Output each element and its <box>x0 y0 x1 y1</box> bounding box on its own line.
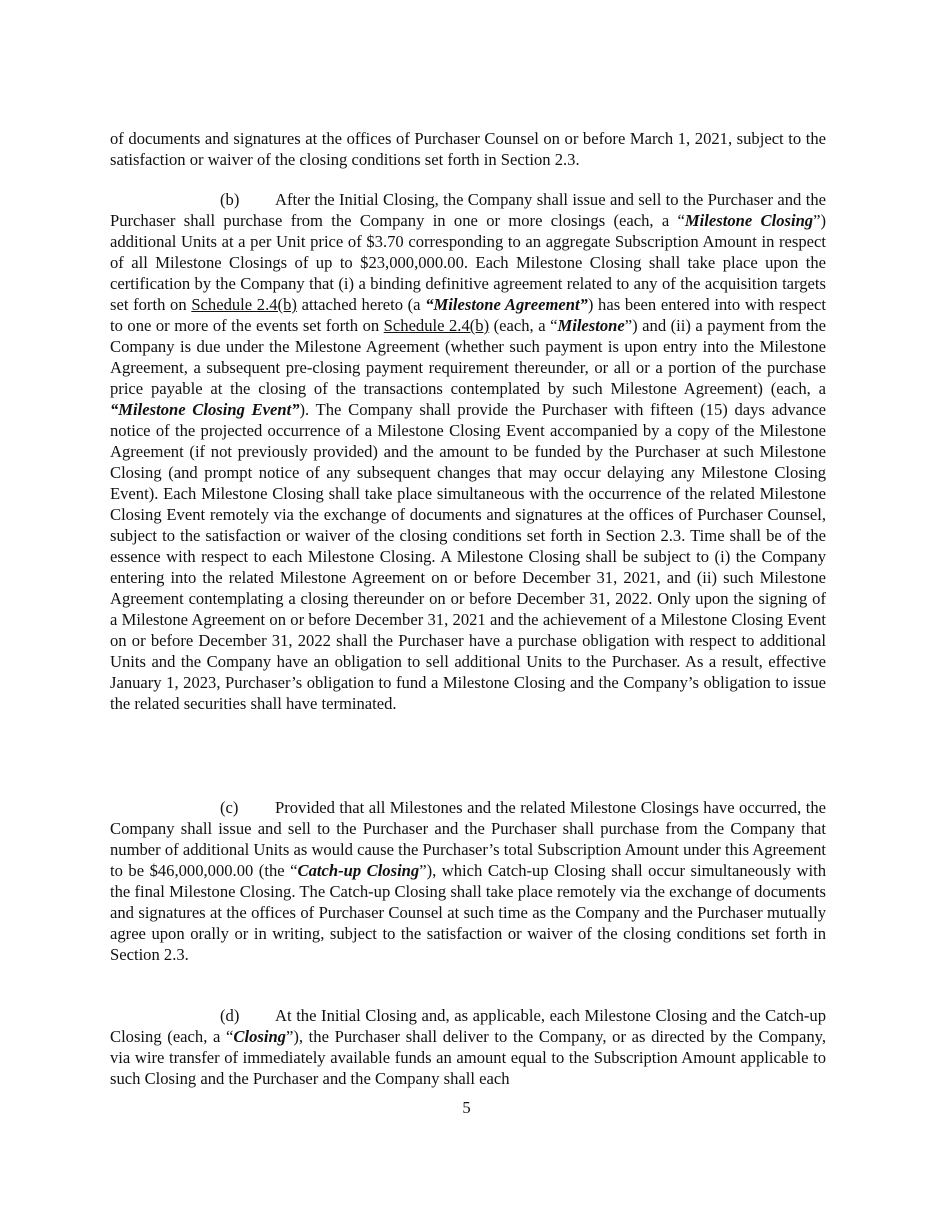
paragraph-b <box>110 189 826 714</box>
schedule-reference: Schedule 2.4(b) <box>383 316 490 335</box>
paragraph-text: attached hereto (a <box>296 295 426 314</box>
schedule-reference: Schedule 2.4(b) <box>191 295 297 314</box>
defined-term: “Milestone Agreement” <box>425 295 588 314</box>
paragraph-text: (each, a “ <box>489 316 558 335</box>
paragraph-text: ”), which Catch-up Closing shall occur simultaneously with the final Milestone Closing. The Catch-up Closing shall take place remotely via the exchange of documents and signatures at the offices of Purchaser Counsel at such time as the Company and the Purchaser mutually agree upon orally or in writing, subject to the satisfaction or waiver of the closing conditions set forth in Section 2.3. <box>110 861 826 964</box>
paragraph-text: At the Initial Closing and, as applicable, each Milestone Closing and the Catch-up Closing (each, a “ <box>110 1006 826 1046</box>
paragraph-continuation <box>110 128 826 170</box>
paragraph-d <box>110 1005 826 1089</box>
paragraph-text: After the Initial Closing, the Company shall issue and sell to the Purchaser and the Purchaser shall purchase from the Company in one or more closings (each, a “ <box>110 190 826 230</box>
paragraph-label: (d) <box>220 1006 240 1025</box>
paragraph-text: ”), the Purchaser shall deliver to the Company, or as directed by the Company, via wire transfer of immediately available funds an amount equal to the Subscription Amount applicable to such Closing and the Purchaser and the Company shall each <box>110 1027 826 1088</box>
paragraph-text: ”) additional Units at a per Unit price of $3.70 corresponding to an aggregate Subscription Amount in respect of all Milestone Closings of up to $23,000,000.00. Each Milestone Closing shall take place upon the certification by the Company that (i) a binding definitive agreement related to any of the acquisition targets set forth on <box>110 211 826 314</box>
paragraph-c <box>110 797 826 965</box>
defined-term: “Milestone Closing Event” <box>110 400 300 419</box>
defined-term: Catch-up Closing <box>297 861 420 880</box>
paragraph-text: of documents and signatures at the offices of Purchaser Counsel on or before March 1, 2021, subject to the satisfaction or waiver of the closing conditions set forth in Section 2.3. <box>110 129 826 169</box>
paragraph-text: Provided that all Milestones and the related Milestone Closings have occurred, the Company shall issue and sell to the Purchaser and the Purchaser shall purchase from the Company that number of additional Units as would cause the Purchaser’s total Subscription Amount under this Agreement to be $46,000,000.00 (the “ <box>110 798 826 880</box>
paragraph-label: (b) <box>220 190 240 209</box>
paragraph-text: ”) and (ii) a payment from the Company is due under the Milestone Agreement (whether such payment is upon entry into the Milestone Agreement, a subsequent pre-closing payment requirement thereunder, or all or a portion of the purchase price payable at the closing of the transactions contemplated by such Milestone Agreement) (each, a <box>110 316 826 398</box>
defined-term: Closing <box>233 1027 286 1046</box>
defined-term: Milestone <box>557 316 625 335</box>
paragraph-text: ) has been entered into with respect to one or more of the events set forth on <box>110 295 826 335</box>
paragraph-label: (c) <box>220 798 239 817</box>
defined-term: Milestone Closing <box>684 211 814 230</box>
page-number: 5 <box>462 1098 471 1117</box>
paragraph-text: ). The Company shall provide the Purchaser with fifteen (15) days advance notice of the projected occurrence of a Milestone Closing Event accompanied by a copy of the Milestone Agreement (if not previously provided) and the amount to be funded by the Purchaser at such Milestone Closing (and prompt notice of any subsequent changes that may occur delaying any Milestone Closing Event). Each Milestone Closing shall take place simultaneous with the occurrence of the related Milestone Closing Event remotely via the exchange of documents and signatures at the offices of Purchaser Counsel, subject to the satisfaction or waiver of the closing conditions set forth in Section 2.3. Time shall be of the essence with respect to each Milestone Closing. A Milestone Closing shall be subject to (i) the Company entering into the related Milestone Agreement on or before December 31, 2021, and (ii) such Milestone Agreement contemplating a closing thereunder on or before December 31, 2022. Only upon the signing of a Milestone Agreement on or before December 31, 2021 and the achievement of a Milestone Closing Event on or before December 31, 2022 shall the Purchaser have a purchase obligation with respect to additional Units and the Company have an obligation to sell additional Units to the Purchaser. As a result, effective January 1, 2023, Purchaser’s obligation to fund a Milestone Closing and the Company’s obligation to issue the related securities shall have terminated. <box>110 400 826 713</box>
